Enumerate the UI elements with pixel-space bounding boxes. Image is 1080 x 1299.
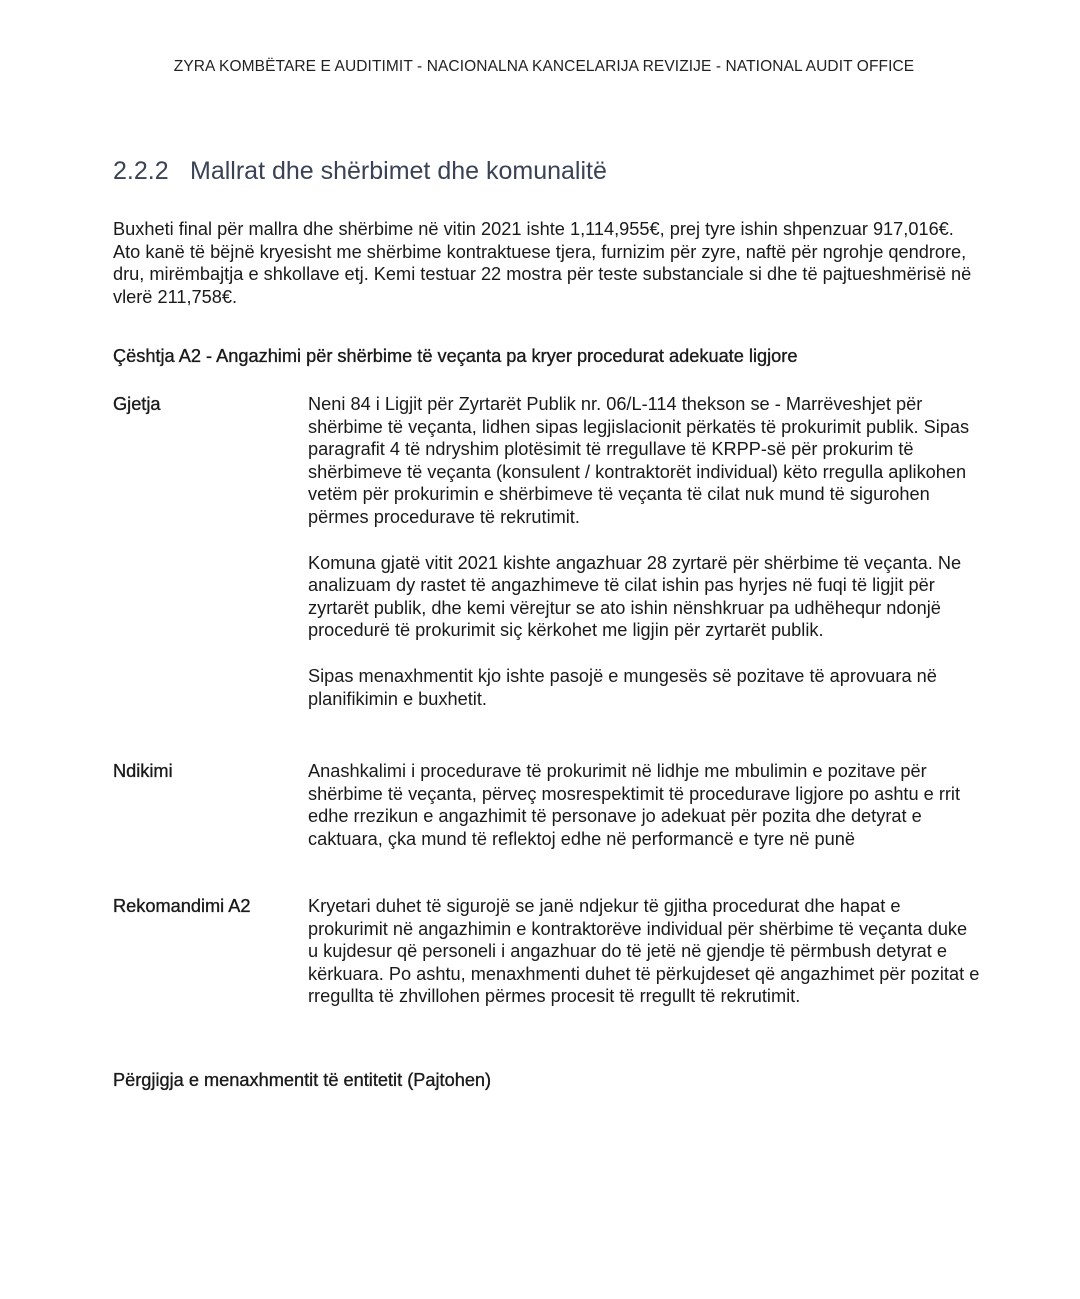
recommendation-label: Rekomandimi A2: [113, 896, 251, 916]
finding-label: Gjetja: [113, 394, 161, 414]
finding-paragraph: Sipas menaxhmentit kjo ishte pasojë e mungesës së pozitave të aprovuara në planifikimin e buxhetit.: [308, 665, 937, 709]
recommendation-body: Kryetari duhet të sigurojë se janë ndjekur të gjitha procedurat dhe hapat e prokurimit në angazhimin e kontraktorëve individual për shërbime të veçanta duke u kujdesur që personeli i angazhuar do të jetë në gjendje të përmbush detyrat e kërkuara. Po ashtu, menaxhmenti duhet të përkujdeset që angazhimet për pozitat e rregullta të zhvillohen përmes procesit të rregullt të rekrutimit.: [308, 896, 980, 1007]
section-intro-paragraph: Buxheti final për mallra dhe shërbime në vitin 2021 ishte 1,114,955€, prej tyre ishin shpenzuar 917,016€. Ato kanë të bëjnë kryesisht me shërbime kontraktuese tjera, furnizim për zyre, naftë për ngrohje qendrore, dru, mirëmbajtja e shkollave etj. Kemi testuar 22 mostra për teste substanciale si dhe të pajtueshmërisë në vlerë 211,758€.: [113, 219, 972, 307]
section-number: 2.2.2: [113, 157, 169, 185]
issue-title: Çështja A2 - Angazhimi për shërbime të veçanta pa kryer procedurat adekuate ligjore: [113, 346, 798, 366]
impact-label: Ndikimi: [113, 761, 173, 781]
running-header: ZYRA KOMBËTARE E AUDITIMIT - NACIONALNA KANCELARIJA REVIZIJE - NATIONAL AUDIT OFFICE: [173, 58, 915, 75]
section-heading: [113, 157, 607, 186]
finding-paragraph: Neni 84 i Ligjit për Zyrtarët Publik nr. 06/L-114 thekson se - Marrëveshjet për shërbime të veçanta, lidhen sipas legjislacionit përkatës të prokurimit publik. Sipas paragrafit 4 të ndryshim plotësimit të rregullave të KRPP-së për prokurim të shërbimeve të veçanta (konsulent / kontraktorët individual) këto rregulla aplikohen vetëm për prokurimin e shërbimeve të veçanta të cilat nuk mund të sigurohen përmes procedurave të rekrutimit.: [308, 394, 970, 527]
finding-body: [308, 393, 980, 710]
section-title: Mallrat dhe shërbimet dhe komunalitë: [190, 157, 607, 185]
management-response-heading: Përgjigja e menaxhmentit të entitetit (Pajtohen): [113, 1070, 492, 1090]
impact-body: Anashkalimi i procedurave të prokurimit në lidhje me mbulimin e pozitave për shërbime të veçanta, përveç mosrespektimit të procedurave ligjore po ashtu e rrit edhe rrezikun e angazhimit të personave jo adekuat për pozita dhe detyrat e caktuara, çka mund të reflektoj edhe në performancë e tyre në punë: [308, 761, 961, 849]
finding-paragraph: Komuna gjatë vitit 2021 kishte angazhuar 28 zyrtarë për shërbime të veçanta. Ne analizuam dy rastet të angazhimeve të cilat ishin pas hyrjes në fuqi të ligjit për zyrtarët publik, dhe kemi vërejtur se ato ishin nënshkruar pa udhëhequr ndonjë procedurë të prokurimit siç kërkohet me ligjin për zyrtarët publik.: [308, 552, 962, 641]
